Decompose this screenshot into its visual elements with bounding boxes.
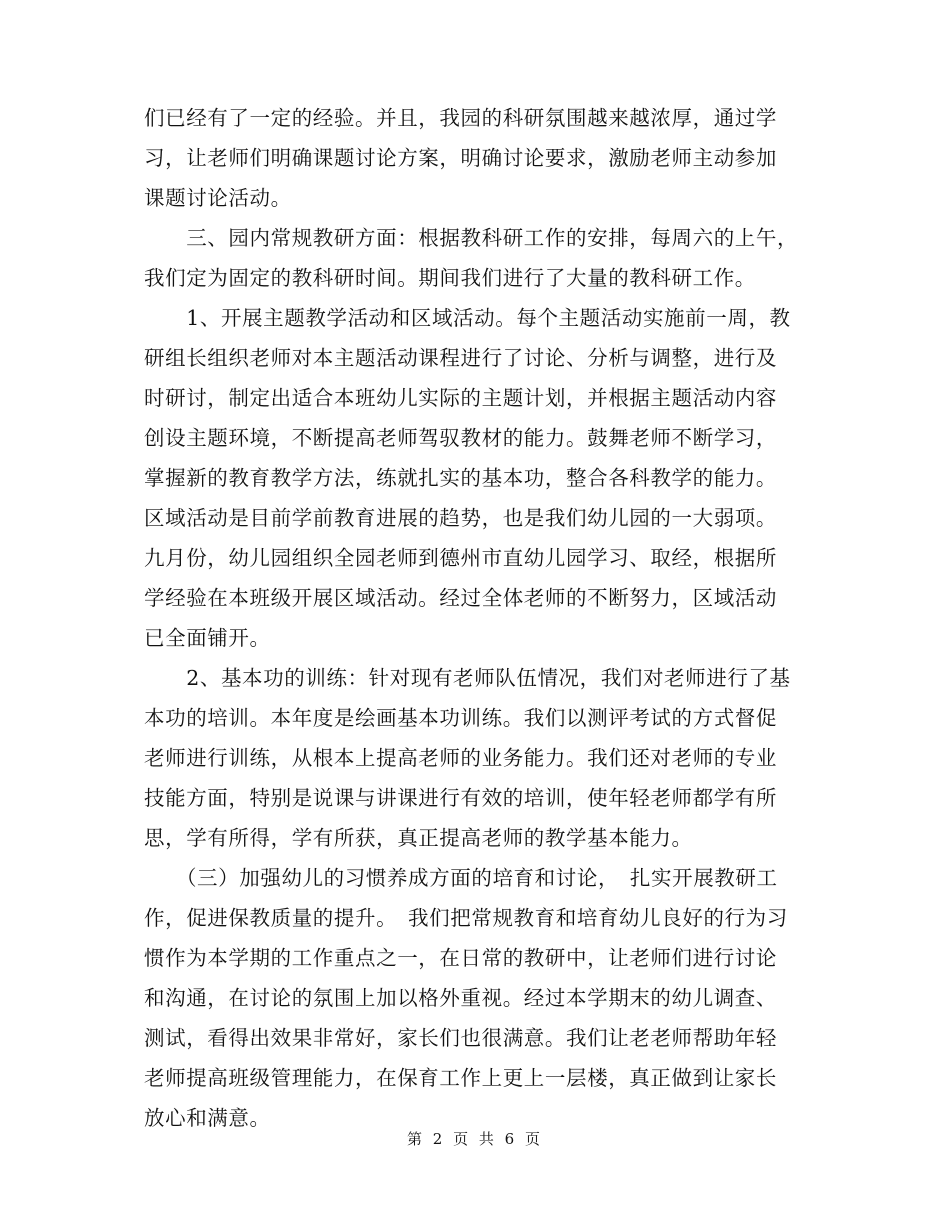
text-line: 作，促进保教质量的提升。 我们把常规教育和培育幼儿良好的行为习 bbox=[144, 906, 788, 930]
text-line: 研组长组织老师对本主题活动课程进行了讨论、分析与调整，进行及 bbox=[144, 346, 777, 370]
page-number: 第 2 页 共 6 页 bbox=[407, 1130, 543, 1148]
text-line: 本功的培训。本年度是绘画基本功训练。我们以测评考试的方式督促 bbox=[144, 706, 777, 730]
text-line: 测试，看得出效果非常好，家长们也很满意。我们让老老师帮助年轻 bbox=[144, 1026, 777, 1050]
text-line: 和沟通，在讨论的氛围上加以格外重视。经过本学期末的幼儿调查、 bbox=[144, 986, 777, 1010]
text-line: 我们定为固定的教科研时间。期间我们进行了大量的教科研工作。 bbox=[144, 266, 756, 290]
text-line: 老师进行训练，从根本上提高老师的业务能力。我们还对老师的专业 bbox=[144, 746, 777, 770]
text-line: （三）加强幼儿的习惯养成方面的培育和讨论， 扎实开展教研工 bbox=[144, 866, 778, 890]
text-line: 们已经有了一定的经验。并且，我园的科研氛围越来越浓厚，通过学 bbox=[144, 106, 777, 130]
text-line: 老师提高班级管理能力，在保育工作上更上一层楼，真正做到让家长 bbox=[144, 1066, 777, 1090]
text-line: 放心和满意。 bbox=[144, 1106, 271, 1130]
text-line: 九月份，幼儿园组织全园老师到德州市直幼儿园学习、取经，根据所 bbox=[144, 546, 777, 570]
text-line: 区域活动是目前学前教育进展的趋势，也是我们幼儿园的一大弱项。 bbox=[144, 506, 777, 530]
text-line: 掌握新的教育教学方法，练就扎实的基本功，整合各科教学的能力。 bbox=[144, 466, 777, 490]
text-line: 三、园内常规教研方面：根据教科研工作的安排，每周六的上午， bbox=[144, 226, 799, 250]
text-line: 2、基本功的训练：针对现有老师队伍情况，我们对老师进行了基 bbox=[144, 666, 791, 690]
text-line: 学经验在本班级开展区域活动。经过全体老师的不断努力，区域活动 bbox=[144, 586, 777, 610]
text-line: 1、开展主题教学活动和区域活动。每个主题活动实施前一周，教 bbox=[144, 306, 791, 330]
text-line: 已全面铺开。 bbox=[144, 626, 271, 650]
text-line: 课题讨论活动。 bbox=[144, 186, 292, 210]
document-body bbox=[144, 98, 816, 1138]
text-line: 惯作为本学期的工作重点之一，在日常的教研中，让老师们进行讨论 bbox=[144, 946, 777, 970]
text-line: 技能方面，特别是说课与讲课进行有效的培训，使年轻老师都学有所 bbox=[144, 786, 777, 810]
text-line: 思，学有所得，学有所获，真正提高老师的教学基本能力。 bbox=[144, 826, 693, 850]
text-line: 时研讨，制定出适合本班幼儿实际的主题计划，并根据主题活动内容 bbox=[144, 386, 777, 410]
text-line: 习，让老师们明确课题讨论方案，明确讨论要求，激励老师主动参加 bbox=[144, 146, 777, 170]
text-line: 创设主题环境，不断提高老师驾驭教材的能力。鼓舞老师不断学习， bbox=[144, 426, 777, 450]
